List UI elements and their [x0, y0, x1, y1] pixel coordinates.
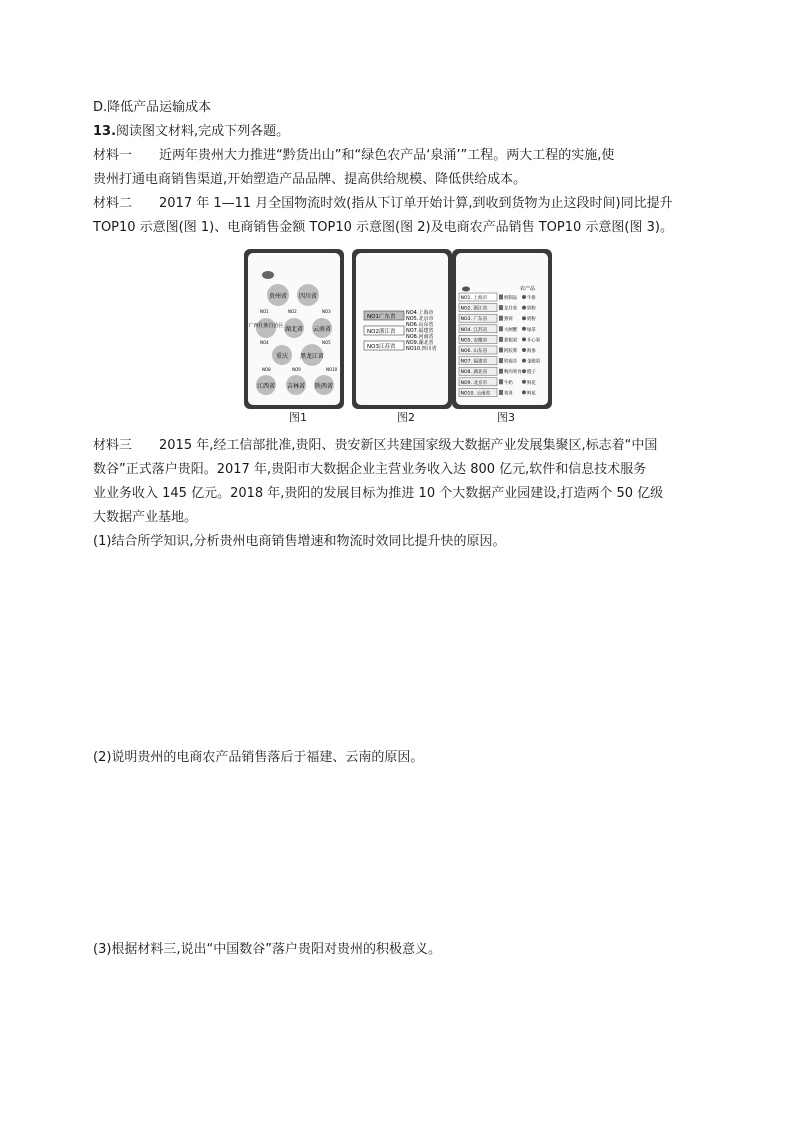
- sub-question-1: (1)结合所学知识,分析贵州电商销售增速和物流时效同比提升快的原因。: [93, 534, 506, 549]
- fig1-province: 江西省: [256, 383, 276, 390]
- fig2-rest-item: NO9.湖北省: [406, 340, 434, 346]
- fig1-province: 重庆: [275, 353, 289, 360]
- fig1-province: 四川省: [298, 293, 318, 300]
- fig3-row: [459, 367, 536, 375]
- fig3-product: 碧根果: [504, 338, 518, 344]
- fig3-rank-province: NO7. 福建省: [460, 359, 488, 365]
- product-icon: [499, 379, 503, 384]
- fig1-province: 贵州省: [268, 293, 288, 300]
- prev-option: D.降低产品运输成本: [93, 100, 212, 115]
- product-icon: [522, 369, 526, 373]
- product-icon: [499, 390, 503, 395]
- fig2-top-item: NO3江苏省: [367, 344, 396, 350]
- product-icon: [499, 358, 503, 363]
- fig1-rank: NO8: [262, 367, 271, 372]
- fig3-product: 金骏眉: [527, 359, 541, 365]
- product-icon: [522, 390, 526, 394]
- product-icon: [522, 359, 526, 363]
- fig2-rest-item: NO5.北京市: [406, 316, 434, 322]
- fig3-rank-province: NO3. 广东省: [460, 317, 488, 323]
- fig3-product: 普洱: [504, 391, 513, 397]
- product-icon: [499, 295, 503, 300]
- fig3-rank-province: NO4. 江苏省: [460, 327, 488, 333]
- fig2-list: [356, 253, 448, 405]
- material3-label: 材料三: [93, 438, 133, 453]
- fig3-row: [459, 304, 536, 312]
- fig3-product: 奶制品: [504, 296, 518, 301]
- fig2-panel: [352, 249, 452, 409]
- product-icon: [522, 295, 526, 299]
- product-icon: [522, 316, 526, 320]
- product-icon: [499, 316, 503, 321]
- fig3-row: [459, 346, 536, 354]
- material1-line1: [93, 146, 614, 166]
- fig3-row: [459, 378, 536, 386]
- fig2-top-item: NO1广东省: [367, 314, 396, 320]
- fig3-rank-province: NO10. 云南省: [460, 391, 491, 397]
- product-icon: [499, 369, 503, 374]
- question-number: 13.: [93, 124, 117, 139]
- fig3-product: 橙子: [527, 370, 536, 376]
- sub-question-2: (2)说明贵州的电商农产品销售落后于福建、云南的原因。: [93, 750, 424, 765]
- material3-line2: 数谷”正式落户贵阳。2017 年,贵阳市大数据企业主营业务收入达 800 亿元,软件和信息技术服务: [93, 462, 647, 477]
- fig3-rank-province: NO9. 北京市: [460, 380, 488, 386]
- fig3-product: 鸭肉零食: [504, 370, 522, 376]
- fig3-panel: [452, 249, 552, 409]
- fig1-province: 湖北省: [284, 326, 304, 333]
- product-icon: [499, 326, 503, 331]
- fig1-province: 云南省: [312, 326, 332, 333]
- fig3-product: 燕窝: [504, 317, 513, 323]
- fig2-rest-item: NO8.河南省: [406, 334, 434, 340]
- material1-label: 材料一: [93, 148, 133, 163]
- fig3-row: [459, 293, 536, 301]
- fig1-rank: NO4: [260, 340, 269, 345]
- fig3-rank-province: NO2. 浙江省: [460, 306, 488, 312]
- fig3-row: [459, 325, 536, 333]
- fig1-panel: [244, 249, 344, 409]
- product-icon: [522, 306, 526, 310]
- product-icon: [499, 305, 503, 310]
- fig3-row: [459, 314, 536, 322]
- material1-text1: 近两年贵州大力推进“黔货出山”和“绿色农产品‘泉涌’”工程。两大工程的实施,使: [159, 148, 615, 163]
- fig3-row: [459, 357, 540, 365]
- figures-group: [244, 249, 552, 409]
- sub-question-3: (3)根据材料三,说出“中国数谷”落户贵阳对贵州的积极意义。: [93, 942, 442, 957]
- fig3-product: 铁观音: [504, 359, 518, 365]
- fig1-rank: NO3: [322, 309, 331, 314]
- fig3-header: 农产品: [520, 286, 536, 292]
- fig3-rank-province: NO5. 安徽省: [460, 338, 488, 344]
- question-stem: 阅读图文材料,完成下列各题。: [116, 124, 290, 139]
- product-icon: [499, 337, 503, 342]
- fig3-product: 开心果: [527, 338, 541, 344]
- fig3-rank-province: NO8. 湖北省: [460, 370, 488, 376]
- fig3-product: 绿茶: [527, 327, 536, 333]
- fig3-product: 鲜花: [527, 380, 536, 386]
- fig1-caption: 图1: [289, 411, 307, 424]
- fig2-top-item: NO2浙江省: [367, 329, 396, 335]
- material2-line1: [93, 194, 673, 214]
- question-header: [93, 122, 289, 142]
- material3-line1: [93, 436, 657, 456]
- fig2-rest-item: NO4.上海市: [406, 310, 434, 316]
- fig3-product: 鲜花: [527, 391, 536, 397]
- fig1-rank: NO10: [326, 367, 338, 372]
- fig3-rank-province: NO6. 山东省: [460, 349, 488, 354]
- material2-label: 材料二: [93, 196, 133, 211]
- product-icon: [522, 327, 526, 331]
- material2-text1: 2017 年 1—11 月全国物流时效(指从下订单开始计算,到收到货物为止这段时间)同比提升: [159, 196, 673, 211]
- fig3-row: [459, 335, 541, 343]
- fig2-rest-item: NO10.四川省: [406, 346, 437, 352]
- fig1-rank: NO1: [260, 309, 269, 314]
- material3-line3: 业业务收入 145 亿元。2018 年,贵阳的发展目标为推进 10 个大数据产业园建设,打造两个 50 亿级: [93, 486, 664, 501]
- product-icon: [522, 337, 526, 341]
- fig3-product: 海参: [527, 349, 536, 354]
- fig1-province: 陕西省: [314, 383, 334, 390]
- product-icon: [522, 380, 526, 384]
- fig1-province: 广西壮族自治区: [248, 323, 284, 329]
- fig2-rest-item: NO6.山东省: [406, 322, 434, 328]
- fig2-caption: 图2: [397, 411, 415, 424]
- fig3-rank-province: NO1. 上海市: [460, 296, 488, 301]
- fig3-product: 牛奶: [504, 380, 513, 386]
- fig1-rank: NO9: [292, 367, 301, 372]
- fig3-product: 大闸蟹: [504, 327, 518, 333]
- fig1-province: 黑龙江省: [299, 353, 325, 360]
- fig3-row: [459, 388, 536, 396]
- fig3-product: 奶粉: [527, 317, 536, 323]
- material3-line4: 大数据产业基地。: [93, 510, 198, 525]
- product-icon: [522, 348, 526, 352]
- material3-text1: 2015 年,经工信部批准,贵阳、贵安新区共建国家级大数据产业发展集聚区,标志着“中国: [159, 438, 658, 453]
- material2-line2: TOP10 示意图(图 1)、电商销售金额 TOP10 示意图(图 2)及电商农产品销售 TOP10 示意图(图 3)。: [93, 220, 673, 235]
- fig2-rest-item: NO7.福建省: [406, 328, 434, 334]
- fig3-product: 龙井茶: [504, 306, 518, 312]
- fig3-table: [456, 253, 548, 405]
- fig3-crest-icon: [462, 287, 470, 292]
- fig1-map: [248, 253, 340, 405]
- material1-line2: 贵州打通电商销售渠道,开始塑造产品品牌、提高供给规模、降低供给成本。: [93, 172, 527, 187]
- fig3-product: 牛排: [527, 296, 536, 301]
- fig1-rank: NO5: [322, 340, 331, 345]
- fig3-caption: 图3: [497, 411, 515, 424]
- fig1-crest-icon: [262, 271, 274, 279]
- fig1-province: 吉林省: [286, 383, 306, 390]
- fig3-product: 奶粉: [527, 306, 536, 312]
- product-icon: [499, 348, 503, 353]
- fig3-product: 阿胶膏: [504, 349, 518, 354]
- fig1-rank: NO2: [288, 309, 297, 314]
